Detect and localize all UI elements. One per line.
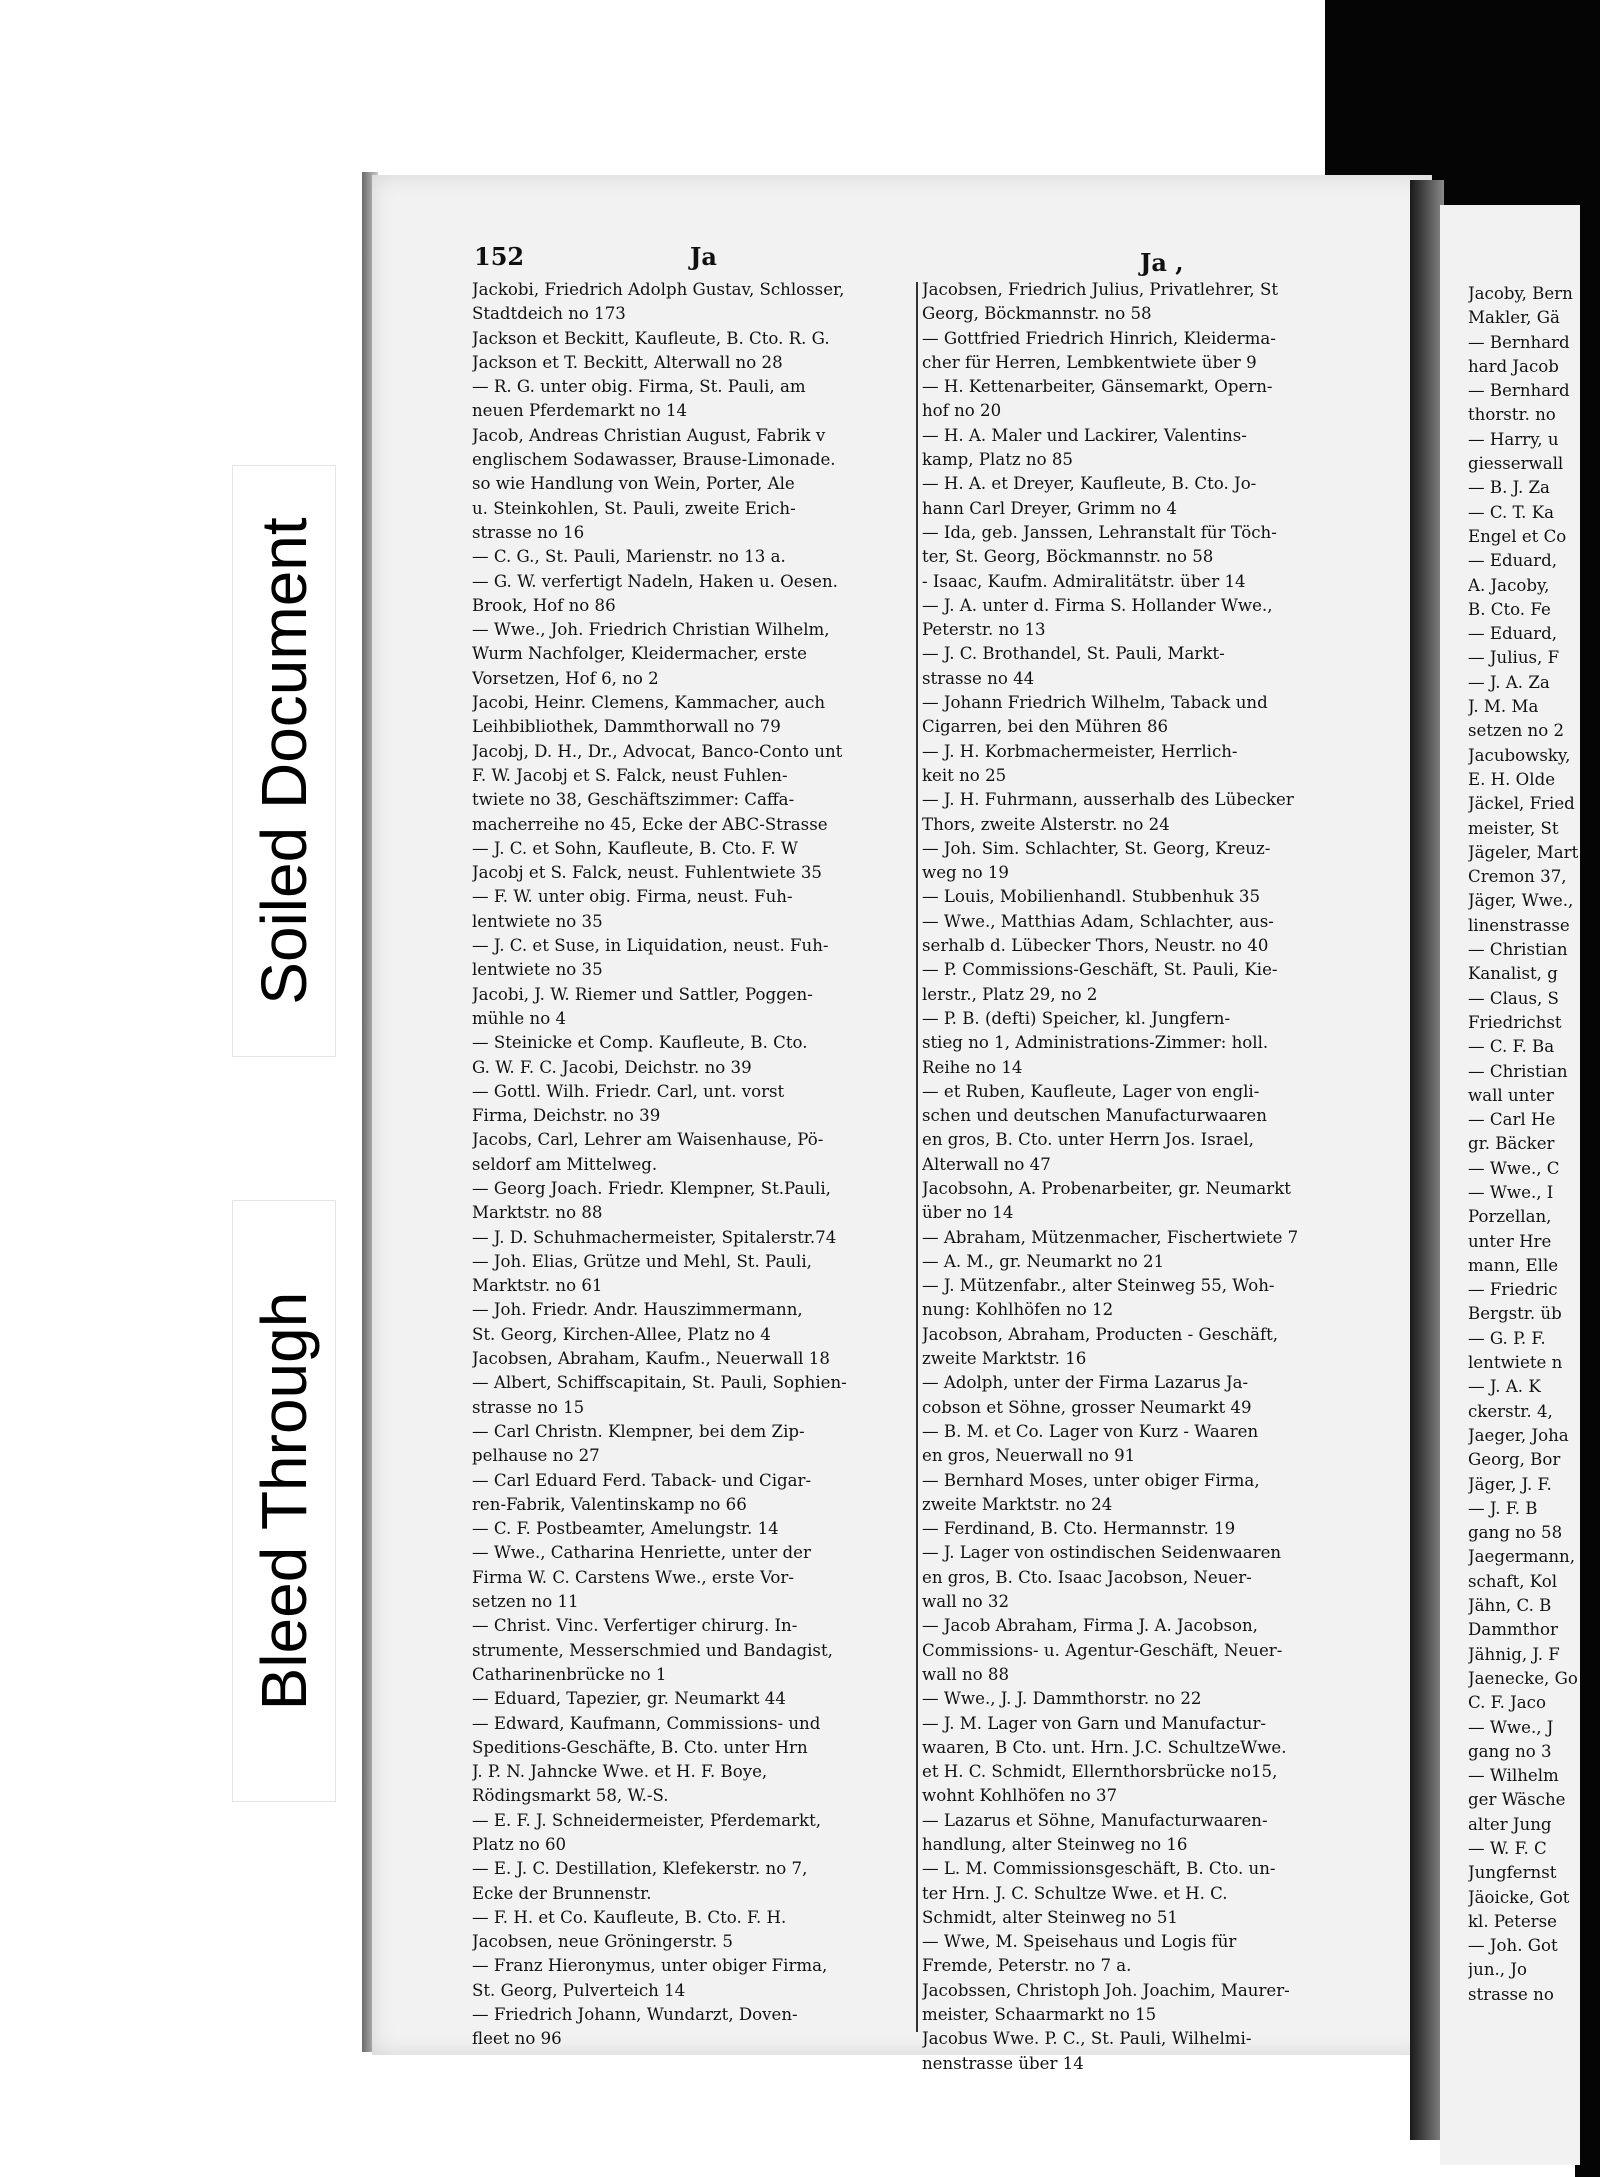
column-divider: [916, 282, 918, 2032]
directory-line: — Franz Hieronymus, unter obiger Firma,: [472, 1956, 828, 1976]
directory-line: — G. P. F.: [1468, 1328, 1546, 1348]
directory-line: Peterstr. no 13: [922, 620, 1046, 640]
directory-line: unter Hre: [1468, 1231, 1552, 1251]
directory-line: ger Wäsche: [1468, 1790, 1566, 1810]
directory-line: — Georg Joach. Friedr. Klempner, St.Pauli,: [472, 1178, 831, 1198]
directory-line: twiete no 38, Geschäftszimmer: Caffa-: [472, 790, 795, 810]
directory-line: jun., Jo: [1468, 1960, 1527, 1980]
directory-line: Brook, Hof no 86: [472, 595, 616, 615]
directory-line: Jaegermann,: [1468, 1547, 1576, 1567]
directory-line: — Joh. Sim. Schlachter, St. Georg, Kreuz-: [922, 838, 1271, 858]
directory-line: zweite Marktstr. 16: [922, 1349, 1087, 1369]
directory-line: Kanalist, g: [1468, 964, 1558, 984]
directory-line: — Gottl. Wilh. Friedr. Carl, unt. vorst: [472, 1081, 785, 1101]
directory-line: u. Steinkohlen, St. Pauli, zweite Erich-: [472, 498, 796, 518]
directory-line: - Isaac, Kaufm. Admiralitätstr. über 14: [922, 571, 1246, 591]
directory-line: strasse no: [1468, 1984, 1554, 2004]
directory-line: — Wwe., I: [1468, 1182, 1554, 1202]
directory-line: alter Jung: [1468, 1814, 1552, 1834]
directory-line: — E. F. J. Schneidermeister, Pferdemarkt,: [472, 1810, 822, 1830]
directory-line: — C. F. Postbeamter, Amelungstr. 14: [472, 1519, 779, 1539]
directory-line: wall no 88: [922, 1664, 1010, 1684]
directory-line: — Harry, u: [1468, 429, 1559, 449]
directory-line: Leihbibliothek, Dammthorwall no 79: [472, 717, 781, 737]
directory-line: Cigarren, bei den Mühren 86: [922, 717, 1169, 737]
bleed-through-label-box: [232, 1200, 336, 1802]
directory-line: ter Hrn. J. C. Schultze Wwe. et H. C.: [922, 1883, 1228, 1903]
directory-line: stieg no 1, Administrations-Zimmer: holl.: [922, 1033, 1269, 1053]
directory-line: — J. Lager von ostindischen Seidenwaaren: [922, 1543, 1282, 1563]
directory-line: hard Jacob: [1468, 356, 1559, 376]
directory-line: — Christian: [1468, 940, 1568, 960]
directory-line: — J. C. et Suse, in Liquidation, neust. Fuh-: [472, 936, 829, 956]
directory-line: — F. H. et Co. Kaufleute, B. Cto. F. H.: [472, 1907, 787, 1927]
directory-line: — Christ. Vinc. Verfertiger chirurg. In-: [472, 1616, 798, 1636]
directory-line: Jacobsen, Friedrich Julius, Privatlehrer, St: [922, 280, 1279, 299]
directory-line: giesserwall: [1468, 454, 1564, 474]
directory-line: — Wwe., C: [1468, 1158, 1560, 1178]
directory-line: Jähnig, J. F: [1468, 1644, 1560, 1664]
directory-line: ckerstr. 4,: [1468, 1401, 1553, 1421]
directory-line: Friedrichst: [1468, 1012, 1562, 1032]
directory-line: — Carl Eduard Ferd. Taback- und Cigar-: [472, 1470, 812, 1490]
directory-line: schaft, Kol: [1468, 1571, 1557, 1591]
directory-line: — J. C. Brothandel, St. Pauli, Markt-: [922, 644, 1225, 664]
directory-line: hann Carl Dreyer, Grimm no 4: [922, 498, 1177, 518]
directory-line: Porzellan,: [1468, 1207, 1552, 1227]
directory-line: Jacobson, Abraham, Producten - Geschäft,: [922, 1324, 1279, 1344]
directory-line: thorstr. no: [1468, 405, 1556, 425]
directory-line: — Claus, S: [1468, 988, 1559, 1008]
directory-line: — Abraham, Mützenmacher, Fischertwiete 7: [922, 1227, 1299, 1247]
directory-line: cher für Herren, Lembkentwiete über 9: [922, 352, 1257, 372]
directory-line: St. Georg, Pulverteich 14: [472, 1980, 686, 2000]
directory-line: G. W. F. C. Jacobi, Deichstr. no 39: [472, 1057, 752, 1077]
directory-line: kl. Peterse: [1468, 1911, 1557, 1931]
directory-line: Jacobi, Heinr. Clemens, Kammacher, auch: [472, 693, 826, 713]
directory-line: — J. A. Za: [1468, 672, 1550, 692]
directory-line: — R. G. unter obig. Firma, St. Pauli, am: [472, 377, 806, 397]
directory-line: — Wwe., Matthias Adam, Schlachter, aus-: [922, 911, 1274, 931]
directory-line: lerstr., Platz 29, no 2: [922, 984, 1098, 1004]
directory-line: Marktstr. no 61: [472, 1276, 603, 1296]
directory-line: — F. W. unter obig. Firma, neust. Fuh-: [472, 887, 793, 907]
directory-line: seldorf am Mittelweg.: [472, 1154, 658, 1174]
directory-line: — Louis, Mobilienhandl. Stubbenhuk 35: [922, 887, 1261, 907]
directory-line: handlung, alter Steinweg no 16: [922, 1835, 1188, 1854]
directory-line: — Friedrich Johann, Wundarzt, Doven-: [472, 2005, 798, 2025]
directory-line: waaren, B Cto. unt. Hrn. J.C. SchultzeWwe.: [922, 1737, 1287, 1757]
directory-line: J. P. N. Jahncke Wwe. et H. F. Boye,: [472, 1762, 768, 1782]
directory-line: ter, St. Georg, Böckmannstr. no 58: [922, 547, 1214, 567]
directory-line: setzen no 11: [472, 1592, 579, 1612]
directory-line: St. Georg, Kirchen-Allee, Platz no 4: [472, 1324, 771, 1344]
directory-column-facing: [1468, 282, 1600, 2007]
directory-line: — J. A. K: [1468, 1377, 1541, 1397]
directory-line: Jaeger, Joha: [1468, 1425, 1569, 1445]
directory-line: — Lazarus et Söhne, Manufacturwaaren-: [922, 1810, 1268, 1830]
directory-line: — Bernhard: [1468, 332, 1570, 352]
directory-line: — P. Commissions-Geschäft, St. Pauli, Kie-: [922, 960, 1278, 980]
directory-line: Jaenecke, Go: [1468, 1668, 1578, 1688]
directory-line: — L. M. Commissionsgeschäft, B. Cto. un-: [922, 1859, 1276, 1879]
directory-line: über no 14: [922, 1203, 1014, 1223]
directory-line: fleet no 96: [472, 2029, 562, 2049]
directory-line: Georg, Böckmannstr. no 58: [922, 304, 1152, 324]
directory-line: Jungfernst: [1468, 1863, 1557, 1883]
directory-line: — Albert, Schiffscapitain, St. Pauli, Sophien-: [472, 1373, 847, 1393]
directory-line: linenstrasse: [1468, 915, 1570, 935]
directory-line: — Joh. Friedr. Andr. Hauszimmermann,: [472, 1300, 803, 1320]
directory-line: Dammthor: [1468, 1620, 1558, 1640]
directory-line: — et Ruben, Kaufleute, Lager von engli-: [922, 1081, 1260, 1101]
directory-line: Jähn, C. B: [1468, 1596, 1552, 1616]
directory-line: Rödingsmarkt 58, W.-S.: [472, 1786, 669, 1806]
directory-line: en gros, Neuerwall no 91: [922, 1446, 1136, 1466]
directory-line: — B. J. Za: [1468, 478, 1550, 498]
directory-line: F. W. Jacobj et S. Falck, neust Fuhlen-: [472, 765, 788, 785]
directory-line: hof no 20: [922, 401, 1002, 421]
directory-line: strasse no 15: [472, 1397, 585, 1417]
directory-line: — Christian: [1468, 1061, 1568, 1081]
directory-line: — Eduard, Tapezier, gr. Neumarkt 44: [472, 1689, 786, 1709]
directory-line: Jacobs, Carl, Lehrer am Waisenhause, Pö-: [472, 1130, 824, 1150]
directory-line: — Jacob Abraham, Firma J. A. Jacobson,: [922, 1616, 1258, 1636]
directory-line: mühle no 4: [472, 1008, 567, 1028]
directory-line: — Wwe., J: [1468, 1717, 1554, 1737]
directory-line: Reihe no 14: [922, 1057, 1023, 1077]
directory-line: — Ferdinand, B. Cto. Hermannstr. 19: [922, 1519, 1236, 1539]
directory-line: Engel et Co: [1468, 526, 1567, 546]
directory-line: Stadtdeich no 173: [472, 304, 626, 324]
directory-line: Platz no 60: [472, 1835, 567, 1854]
directory-line: — H. A. et Dreyer, Kaufleute, B. Cto. Jo-: [922, 474, 1257, 494]
directory-line: Jäger, J. F.: [1468, 1474, 1552, 1494]
directory-line: — Eduard,: [1468, 624, 1558, 644]
directory-line: — Bernhard: [1468, 381, 1570, 401]
directory-line: strasse no 44: [922, 668, 1035, 688]
directory-line: Catharinenbrücke no 1: [472, 1664, 667, 1684]
directory-line: — Wwe., J. J. Dammthorstr. no 22: [922, 1689, 1202, 1709]
directory-line: — Ida, geb. Janssen, Lehranstalt für Töch-: [922, 522, 1277, 542]
directory-line: meister, St: [1468, 818, 1559, 838]
directory-line: pelhause no 27: [472, 1446, 600, 1466]
directory-line: Jacob, Andreas Christian August, Fabrik v: [472, 425, 826, 445]
directory-line: — W. F. C: [1468, 1839, 1547, 1858]
directory-line: — A. M., gr. Neumarkt no 21: [922, 1251, 1165, 1271]
directory-line: Jackson et Beckitt, Kaufleute, B. Cto. R. G.: [472, 328, 830, 348]
directory-line: so wie Handlung von Wein, Porter, Ale: [472, 474, 795, 494]
directory-line: — J. M. Lager von Garn und Manufactur-: [922, 1713, 1267, 1733]
directory-line: Vorsetzen, Hof 6, no 2: [472, 668, 659, 688]
directory-line: macherreihe no 45, Ecke der ABC-Strasse: [472, 814, 828, 834]
directory-line: — Adolph, unter der Firma Lazarus Ja-: [922, 1373, 1249, 1393]
directory-line: — J. F. B: [1468, 1498, 1538, 1518]
directory-line: Makler, Gä: [1468, 308, 1560, 328]
directory-line: — J. A. unter d. Firma S. Hollander Wwe.,: [922, 595, 1273, 615]
directory-line: Jacobj, D. H., Dr., Advocat, Banco-Conto unt: [472, 741, 843, 761]
directory-line: — Johann Friedrich Wilhelm, Taback und: [922, 693, 1268, 713]
directory-line: nenstrasse über 14: [922, 2053, 1084, 2073]
directory-line: strumente, Messerschmied und Bandagist,: [472, 1640, 833, 1660]
directory-line: keit no 25: [922, 765, 1007, 785]
directory-line: — Wwe, M. Speisehaus und Logis für: [922, 1932, 1237, 1952]
soiled-document-label-box: [232, 465, 336, 1057]
directory-column-middle: [922, 278, 1380, 2076]
directory-line: — P. B. (defti) Speicher, kl. Jungfern-: [922, 1008, 1231, 1028]
directory-line: — Wilhelm: [1468, 1766, 1559, 1786]
directory-line: en gros, B. Cto. unter Herrn Jos. Israel,: [922, 1130, 1254, 1150]
directory-line: C. F. Jaco: [1468, 1693, 1546, 1713]
directory-line: Jacobsohn, A. Probenarbeiter, gr. Neumarkt: [922, 1178, 1291, 1198]
directory-line: setzen no 2: [1468, 721, 1565, 741]
right-running-head: Ja ,: [1140, 248, 1184, 277]
directory-line: kamp, Platz no 85: [922, 450, 1073, 470]
directory-line: Marktstr. no 88: [472, 1203, 603, 1223]
directory-line: Speditions-Geschäfte, B. Cto. unter Hrn: [472, 1737, 808, 1757]
directory-line: — Friedric: [1468, 1280, 1558, 1300]
directory-line: — Carl He: [1468, 1110, 1556, 1130]
directory-line: wohnt Kohlhöfen no 37: [922, 1786, 1118, 1806]
directory-line: Jäger, Wwe.,: [1468, 891, 1574, 911]
directory-line: gang no 58: [1468, 1523, 1563, 1543]
directory-line: mann, Elle: [1468, 1255, 1559, 1275]
directory-line: nung: Kohlhöfen no 12: [922, 1300, 1114, 1320]
directory-line: — Joh. Elias, Grütze und Mehl, St. Pauli,: [472, 1251, 812, 1271]
directory-line: Firma W. C. Carstens Wwe., erste Vor-: [472, 1567, 794, 1587]
book-gutter: [1410, 180, 1444, 2140]
directory-line: lentwiete no 35: [472, 911, 603, 931]
directory-line: Jacobsen, Abraham, Kaufm., Neuerwall 18: [472, 1349, 830, 1369]
directory-line: — J. C. et Sohn, Kaufleute, B. Cto. F. W: [472, 838, 798, 858]
directory-line: wall unter: [1468, 1085, 1554, 1105]
directory-line: Cremon 37,: [1468, 867, 1567, 887]
directory-line: Alterwall no 47: [922, 1154, 1051, 1174]
directory-line: — Joh. Got: [1468, 1936, 1558, 1956]
directory-line: — J. H. Korbmachermeister, Herrlich-: [922, 741, 1238, 761]
directory-line: B. Cto. Fe: [1468, 599, 1551, 619]
directory-line: J. M. Ma: [1468, 697, 1539, 717]
directory-line: englischem Sodawasser, Brause-Limonade.: [472, 450, 836, 470]
directory-line: — J. Mützenfabr., alter Steinweg 55, Woh-: [922, 1276, 1275, 1296]
directory-line: zweite Marktstr. no 24: [922, 1494, 1113, 1514]
directory-line: Jacobus Wwe. P. C., St. Pauli, Wilhelmi-: [922, 2029, 1252, 2049]
directory-line: — H. Kettenarbeiter, Gänsemarkt, Opern-: [922, 377, 1273, 397]
directory-line: Jackobi, Friedrich Adolph Gustav, Schlosser,: [472, 280, 845, 299]
directory-line: — H. A. Maler und Lackirer, Valentins-: [922, 425, 1247, 445]
directory-line: Jägeler, Mart: [1468, 842, 1579, 862]
directory-line: Schmidt, alter Steinweg no 51: [922, 1907, 1178, 1927]
directory-line: lentwiete n: [1468, 1353, 1563, 1373]
directory-line: — Wwe., Catharina Henriette, unter der: [472, 1543, 811, 1563]
directory-line: — J. D. Schuhmachermeister, Spitalerstr.74: [472, 1227, 837, 1247]
directory-line: — Wwe., Joh. Friedrich Christian Wilhelm,: [472, 620, 830, 640]
soiled-document-label: Soiled Document: [248, 517, 320, 1005]
directory-line: Commissions- u. Agentur-Geschäft, Neuer-: [922, 1640, 1283, 1660]
directory-line: Fremde, Peterstr. no 7 a.: [922, 1956, 1132, 1976]
left-running-head: Ja: [690, 242, 717, 271]
directory-line: strasse no 16: [472, 522, 585, 542]
directory-line: Jacubowsky,: [1468, 745, 1571, 765]
directory-line: en gros, B. Cto. Isaac Jacobson, Neuer-: [922, 1567, 1252, 1587]
directory-line: Thors, zweite Alsterstr. no 24: [922, 814, 1170, 834]
directory-line: — Julius, F: [1468, 648, 1560, 668]
directory-column-left: [472, 278, 912, 2052]
directory-line: Jacoby, Bern: [1468, 284, 1573, 303]
directory-line: Jacobsen, neue Gröningerstr. 5: [472, 1932, 733, 1952]
directory-line: Jäckel, Fried: [1468, 794, 1575, 814]
directory-line: — E. J. C. Destillation, Klefekerstr. no 7,: [472, 1859, 808, 1879]
directory-line: neuen Pferdemarkt no 14: [472, 401, 688, 421]
directory-line: Jacobssen, Christoph Joh. Joachim, Maurer-: [922, 1980, 1290, 2000]
directory-line: wall no 32: [922, 1592, 1010, 1612]
directory-line: — Gottfried Friedrich Hinrich, Kleiderma-: [922, 328, 1276, 348]
directory-line: — Steinicke et Comp. Kaufleute, B. Cto.: [472, 1033, 808, 1053]
directory-line: gr. Bäcker: [1468, 1134, 1555, 1154]
directory-line: — B. M. et Co. Lager von Kurz - Waaren: [922, 1421, 1259, 1441]
bleed-through-label: Bleed Through: [248, 1291, 320, 1711]
directory-line: Bergstr. üb: [1468, 1304, 1562, 1324]
directory-line: cobson et Söhne, grosser Neumarkt 49: [922, 1397, 1252, 1417]
directory-line: ren-Fabrik, Valentinskamp no 66: [472, 1494, 747, 1514]
directory-line: — Bernhard Moses, unter obiger Firma,: [922, 1470, 1260, 1490]
directory-line: weg no 19: [922, 863, 1009, 883]
directory-line: Ecke der Brunnenstr.: [472, 1883, 652, 1903]
directory-line: — Edward, Kaufmann, Commissions- und: [472, 1713, 821, 1733]
directory-line: gang no 3: [1468, 1741, 1552, 1761]
directory-line: — C. T. Ka: [1468, 502, 1554, 522]
directory-line: et H. C. Schmidt, Ellernthorsbrücke no15,: [922, 1762, 1278, 1782]
directory-line: Jäoicke, Got: [1468, 1887, 1570, 1907]
directory-line: Jacobj et S. Falck, neust. Fuhlentwiete 35: [472, 863, 822, 883]
directory-line: lentwiete no 35: [472, 960, 603, 980]
directory-line: A. Jacoby,: [1468, 575, 1550, 595]
directory-line: Jacobi, J. W. Riemer und Sattler, Poggen-: [472, 984, 813, 1004]
directory-line: — Eduard,: [1468, 551, 1558, 571]
directory-line: Jackson et T. Beckitt, Alterwall no 28: [472, 352, 783, 372]
directory-line: Georg, Bor: [1468, 1450, 1561, 1470]
directory-line: schen und deutschen Manufacturwaaren: [922, 1106, 1267, 1126]
directory-line: — Carl Christn. Klempner, bei dem Zip-: [472, 1421, 805, 1441]
directory-line: — C. G., St. Pauli, Marienstr. no 13 a.: [472, 547, 786, 567]
directory-line: — G. W. verfertigt Nadeln, Haken u. Oesen.: [472, 571, 838, 591]
directory-line: Wurm Nachfolger, Kleidermacher, erste: [472, 644, 807, 664]
directory-line: E. H. Olde: [1468, 769, 1556, 789]
directory-line: serhalb d. Lübecker Thors, Neustr. no 40: [922, 936, 1269, 956]
page-number: 152: [474, 242, 525, 271]
directory-line: — C. F. Ba: [1468, 1037, 1555, 1057]
directory-line: — J. H. Fuhrmann, ausserhalb des Lübecker: [922, 790, 1294, 810]
directory-line: meister, Schaarmarkt no 15: [922, 2005, 1157, 2025]
directory-line: Firma, Deichstr. no 39: [472, 1106, 661, 1126]
